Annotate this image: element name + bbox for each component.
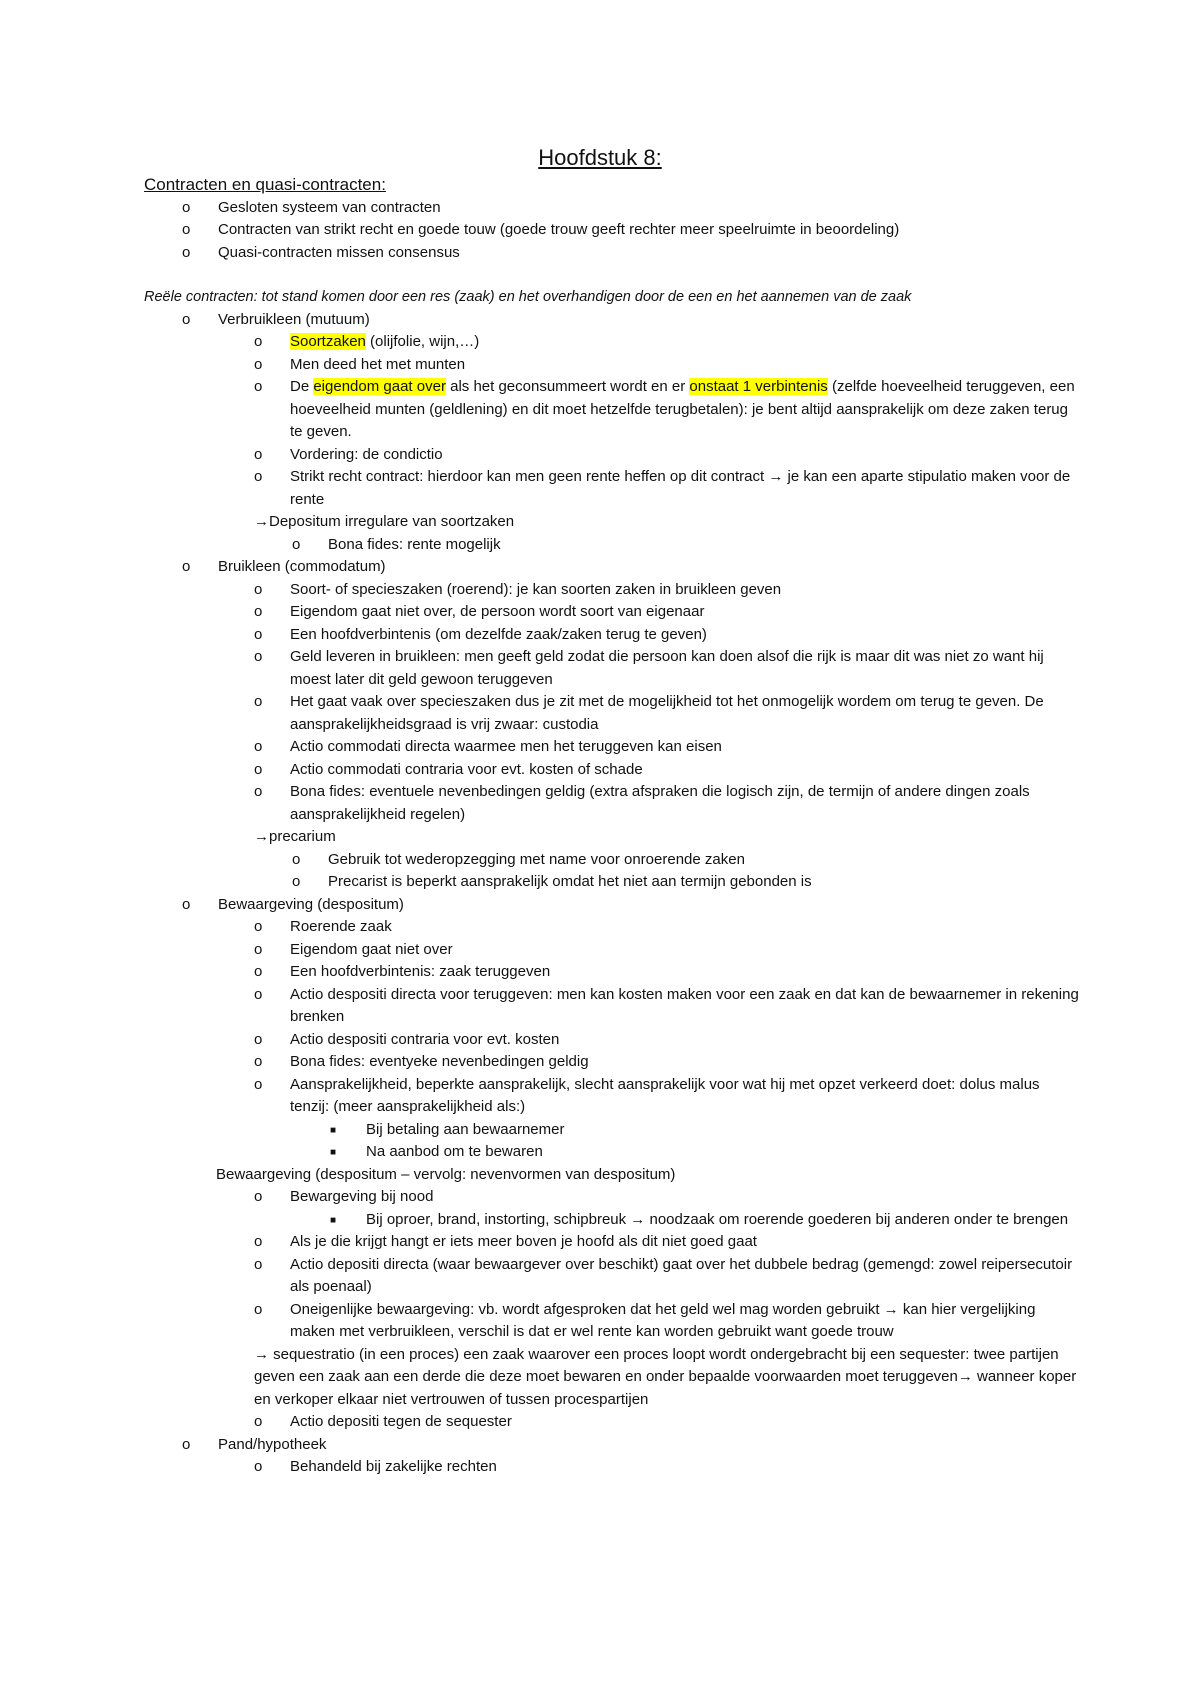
list-item: ■ Na aanbod om te bewaren	[144, 1141, 1079, 1164]
list-item: o Oneigenlijke bewaargeving: vb. wordt afgesproken dat het geld wel mag worden gebruikt → kan hier vergelijking maken met verbruikleen, verschil is dat er wel rente kan worden gebruikt want goede trouw	[254, 1300, 1036, 1340]
list-item: o Gebruik tot wederopzegging met name voor onroerende zaken	[144, 849, 1079, 872]
list-item: o Een hoofdverbintenis (om dezelfde zaak/zaken terug te geven)	[144, 624, 1079, 647]
list-item: ■ Bij betaling aan bewaarnemer	[144, 1119, 1079, 1142]
bullet-o-icon: o	[182, 558, 191, 575]
page-title: Hoofdstuk 8:	[538, 145, 662, 170]
list-item: o Actio despositi directa voor teruggeven: men kan kosten maken voor een zaak en dat kan de bewaarnemer in rekening brenken	[254, 985, 1079, 1025]
bullet-o-icon: o	[254, 625, 263, 643]
bullet-o-icon: o	[254, 985, 263, 1003]
bullet-o-icon: o	[254, 580, 263, 598]
document-body	[144, 174, 1079, 1479]
bullet-o-icon: o	[254, 918, 263, 935]
list-item: o Precarist is beperkt aansprakelijk omdat het niet aan termijn gebonden is	[144, 871, 1079, 894]
bullet-o-icon: o	[292, 873, 301, 890]
bullet-o-icon: o	[254, 1053, 263, 1070]
spacer	[144, 264, 1079, 286]
bullet-o-icon: o	[254, 1075, 263, 1093]
list-item: o Actio commodati contraria voor evt. kosten of schade	[144, 759, 1079, 782]
bullet-o-icon: o	[254, 1030, 263, 1048]
list-item: ■ Bij oproer, brand, instorting, schipbreuk → noodzaak om roerende goederen bij anderen onder te brengen	[144, 1209, 1079, 1232]
bullet-o-icon: o	[254, 1458, 263, 1475]
bullet-o-icon: o	[254, 378, 263, 395]
list-item-bewaargeving: o Bewaargeving (despositum)	[144, 894, 1079, 917]
bullet-o-icon: o	[254, 333, 263, 350]
list-item-pand: o Pand/hypotheek	[144, 1434, 1079, 1457]
highlighted-text: onstaat 1 verbintenis	[689, 378, 828, 395]
arrow-note: →precarium	[254, 828, 336, 845]
arrow-note: →Depositum irregulare van soortzaken	[254, 513, 515, 530]
bullet-o-icon: o	[254, 760, 263, 778]
list-item: o Actio depositi directa (waar bewaargever over beschikt) gaat over het dubbele bedrag (gemengd: zowel reipersecutoir als poenaal)	[254, 1255, 1073, 1295]
bullet-o-icon: o	[182, 243, 191, 261]
list-item: o Bona fides: eventuele nevenbedingen geldig (extra afspraken die logisch zijn, de termijn of andere dingen zoals aansprakelijkheid regelen)	[254, 783, 1030, 823]
bullet-o-icon: o	[254, 648, 263, 665]
bullet-o-icon: o	[254, 1188, 263, 1205]
list-item: o Als je die krijgt hangt er iets meer boven je hoofd als dit niet goed gaat	[144, 1231, 1079, 1254]
list-item: o Bona fides: eventyeke nevenbedingen geldig	[144, 1051, 1079, 1074]
bullet-o-icon: o	[182, 895, 191, 913]
sequestratio-note: → sequestratio (in een proces) een zaak waarover een proces loopt wordt ondergebracht bij een sequester: twee partijen geven een zaak aan een derde die deze moet bewaren en onder bepaalde voorwaarden moet teruggeven→ wanneer koper en verkoper elkaar niet vertrouwen of tussen procespartijen	[254, 1345, 1077, 1408]
bullet-o-icon: o	[254, 1233, 263, 1250]
list-item: o Soort- of specieszaken (roerend): je kan soorten zaken in bruikleen geven	[144, 579, 1079, 602]
bullet-o-icon: o	[254, 355, 263, 373]
bullet-o-icon: o	[254, 783, 263, 800]
bullet-square-icon: ■	[330, 1214, 337, 1226]
list-item: o Actio despositi contraria voor evt. kosten	[144, 1029, 1079, 1052]
bullet-square-icon: ■	[330, 1124, 337, 1136]
list-item: o Eigendom gaat niet over, de persoon wordt soort van eigenaar	[144, 601, 1079, 624]
bullet-o-icon: o	[254, 693, 263, 710]
list-item: o Soortzaken (olijfolie, wijn,…)	[144, 331, 1079, 354]
list-item: o Geld leveren in bruikleen: men geeft geld zodat die persoon kan doen alsof die rijk is maar dit was niet zo want hij moest later dit geld gewoon teruggeven	[254, 648, 1044, 688]
list-item: o Eigendom gaat niet over	[144, 939, 1079, 962]
list-item: o Quasi-contracten missen consensus	[144, 242, 1079, 265]
section-heading: Contracten en quasi-contracten:	[144, 175, 386, 194]
section-subheading: Bewaargeving (despositum – vervolg: nevenvormen van despositum)	[216, 1165, 676, 1183]
bullet-o-icon: o	[254, 603, 263, 620]
bullet-o-icon: o	[292, 535, 301, 553]
list-item-bruikleen: o Bruikleen (commodatum)	[144, 556, 1079, 579]
list-item: o Strikt recht contract: hierdoor kan men geen rente heffen op dit contract → je kan een aparte stipulatio maken voor de rente	[254, 468, 1071, 508]
list-item: o De eigendom gaat over als het geconsummeert wordt en er onstaat 1 verbintenis (zelfde hoeveelheid teruggeven, een hoeveelheid munten (geldlening) en dit moet hetzelfde terugbetalen): je bent altijd aansprakelijk om deze zaken terug te geven.	[254, 378, 1075, 440]
bullet-o-icon: o	[292, 850, 301, 868]
bullet-o-icon: o	[254, 445, 263, 463]
list-item: o Bona fides: rente mogelijk	[144, 534, 1079, 557]
list-item: o Aansprakelijkheid, beperkte aansprakelijk, slecht aansprakelijk voor wat hij met opzet verkeerd doet: dolus malus tenzij: (meer aansprakelijkheid als:)	[254, 1075, 1040, 1115]
bullet-o-icon: o	[254, 1300, 263, 1318]
highlighted-text: Soortzaken	[290, 333, 366, 350]
bullet-square-icon: ■	[330, 1147, 337, 1158]
list-item: o Actio commodati directa waarmee men het teruggeven kan eisen	[144, 736, 1079, 759]
bullet-o-icon: o	[182, 310, 191, 328]
bullet-o-icon: o	[182, 1435, 191, 1453]
reele-contracten-definition: Reële contracten: tot stand komen door een res (zaak) en het overhandigen door de een en het aannemen van de zaak	[144, 289, 912, 305]
bullet-o-icon: o	[254, 1255, 263, 1273]
list-item: o Bewargeving bij nood	[144, 1186, 1079, 1209]
list-item: o Men deed het met munten	[144, 354, 1079, 377]
list-item: o Een hoofdverbintenis: zaak teruggeven	[144, 961, 1079, 984]
list-item: o Vordering: de condictio	[144, 444, 1079, 467]
bullet-o-icon: o	[254, 963, 263, 980]
list-item: o Behandeld bij zakelijke rechten	[144, 1456, 1079, 1479]
bullet-o-icon: o	[254, 940, 263, 958]
list-item: o Roerende zaak	[144, 916, 1079, 939]
bullet-o-icon: o	[182, 198, 191, 216]
list-item-verbruikleen: o Verbruikleen (mutuum)	[144, 309, 1079, 332]
list-item: o Contracten van strikt recht en goede touw (goede trouw geeft rechter meer speelruimte in beoordeling)	[144, 219, 1079, 242]
bullet-o-icon: o	[254, 468, 263, 485]
bullet-o-icon: o	[182, 221, 191, 238]
bullet-o-icon: o	[254, 1413, 263, 1430]
list-item: o Gesloten systeem van contracten	[144, 197, 1079, 220]
list-item: o Actio depositi tegen de sequester	[144, 1411, 1079, 1434]
bullet-o-icon: o	[254, 738, 263, 755]
highlighted-text: eigendom gaat over	[313, 378, 446, 395]
list-item: o Het gaat vaak over specieszaken dus je zit met de mogelijkheid tot het onmogelijk wordem om terug te geven. De aansprakelijkheidsgraad is vrij zwaar: custodia	[254, 693, 1044, 733]
